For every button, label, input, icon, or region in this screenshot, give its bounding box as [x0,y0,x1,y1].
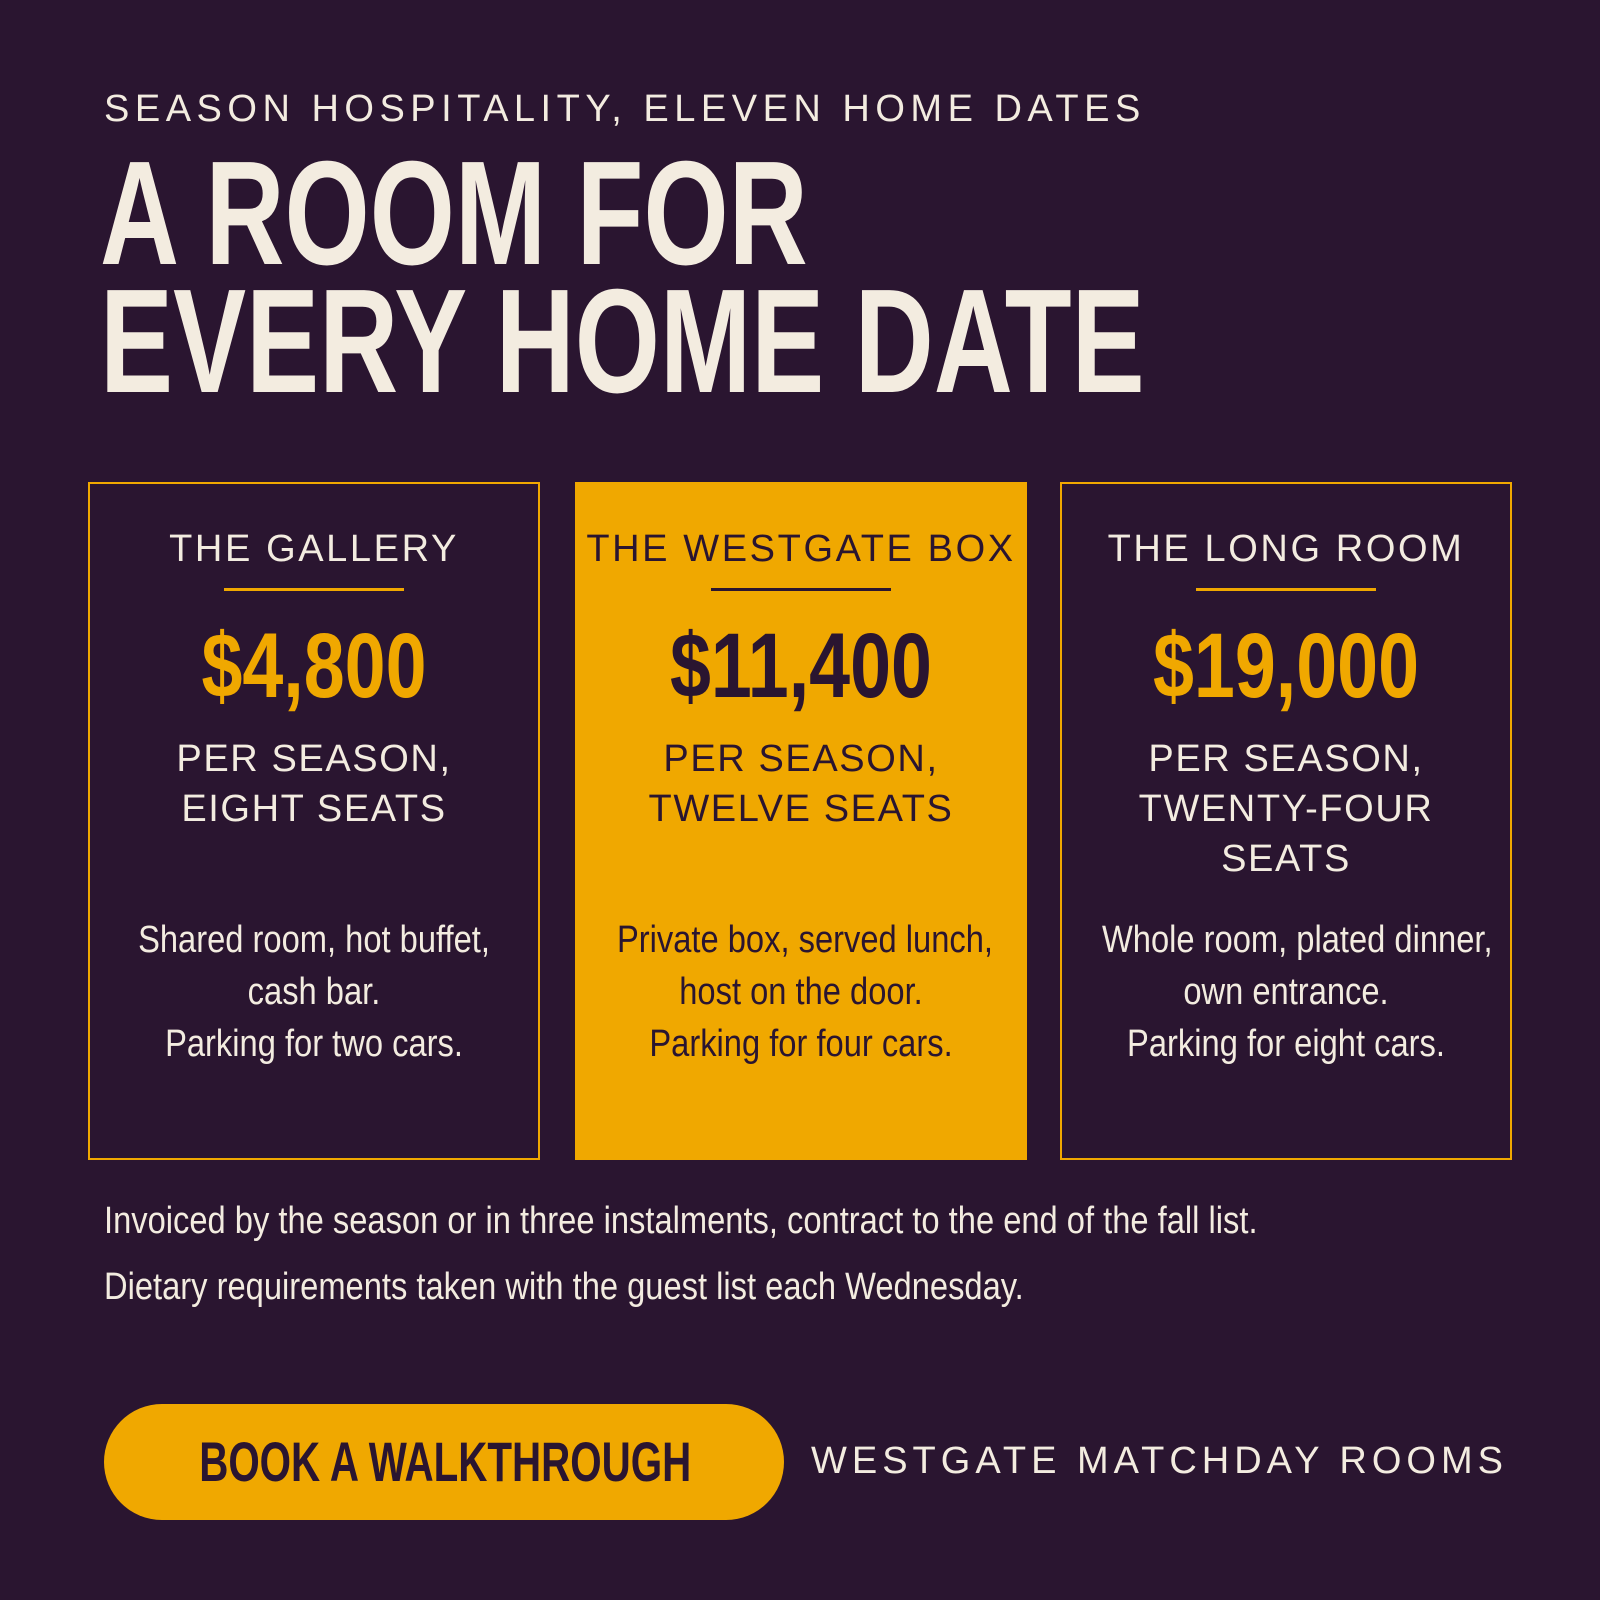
card-description [587,914,1015,1070]
card-price: $4,800 [201,615,427,717]
card-description-line: Parking for two cars. [165,1023,463,1065]
card-price: $19,000 [1152,615,1420,717]
card-description-line: host on the door. [679,971,923,1013]
card-description [1072,914,1500,1070]
page-title-line-2: EVERY HOME DATE [100,259,1145,424]
card-description-line: Shared room, hot buffet, [138,919,490,961]
card-divider [224,588,404,591]
card-title: THE GALLERY [169,528,459,570]
card-title: THE WESTGATE BOX [586,528,1016,570]
card-description-line: own entrance. [1183,971,1389,1013]
card-description-line: Parking for four cars. [649,1023,953,1065]
card-price: $11,400 [670,615,932,717]
card-seats: PER SEASON, TWENTY-FOUR SEATS [1138,738,1434,880]
card-seats: PER SEASON, TWELVE SEATS [648,738,954,830]
card-seats: PER SEASON, EIGHT SEATS [176,738,452,830]
book-walkthrough-button[interactable] [104,1404,784,1520]
page-title [100,131,1145,424]
card-description-line: Parking for eight cars. [1127,1023,1445,1065]
book-walkthrough-label: BOOK A WALKTHROUGH [199,1430,692,1493]
terms-notes [104,1188,1258,1320]
eyebrow-text: SEASON HOSPITALITY, ELEVEN HOME DATES [104,88,1146,130]
card-description-line: Private box, served lunch, [616,919,993,961]
card-title: THE LONG ROOM [1107,528,1465,570]
pricing-card-gallery [88,482,540,1160]
card-description [100,914,528,1070]
card-description-line: cash bar. [247,971,381,1013]
card-divider [1196,588,1376,591]
pricing-card-westgate-box [575,482,1027,1160]
terms-note: Invoiced by the season or in three instalments, contract to the end of the fall list. [104,1200,1258,1242]
card-divider [711,588,891,591]
card-description-line: Whole room, plated dinner, [1101,919,1493,961]
page-title-line-1: A ROOM FOR [100,131,808,296]
terms-note: Dietary requirements taken with the guest list each Wednesday. [104,1266,1024,1308]
brand-name: WESTGATE MATCHDAY ROOMS [811,1440,1508,1482]
pricing-card-long-room [1060,482,1512,1160]
